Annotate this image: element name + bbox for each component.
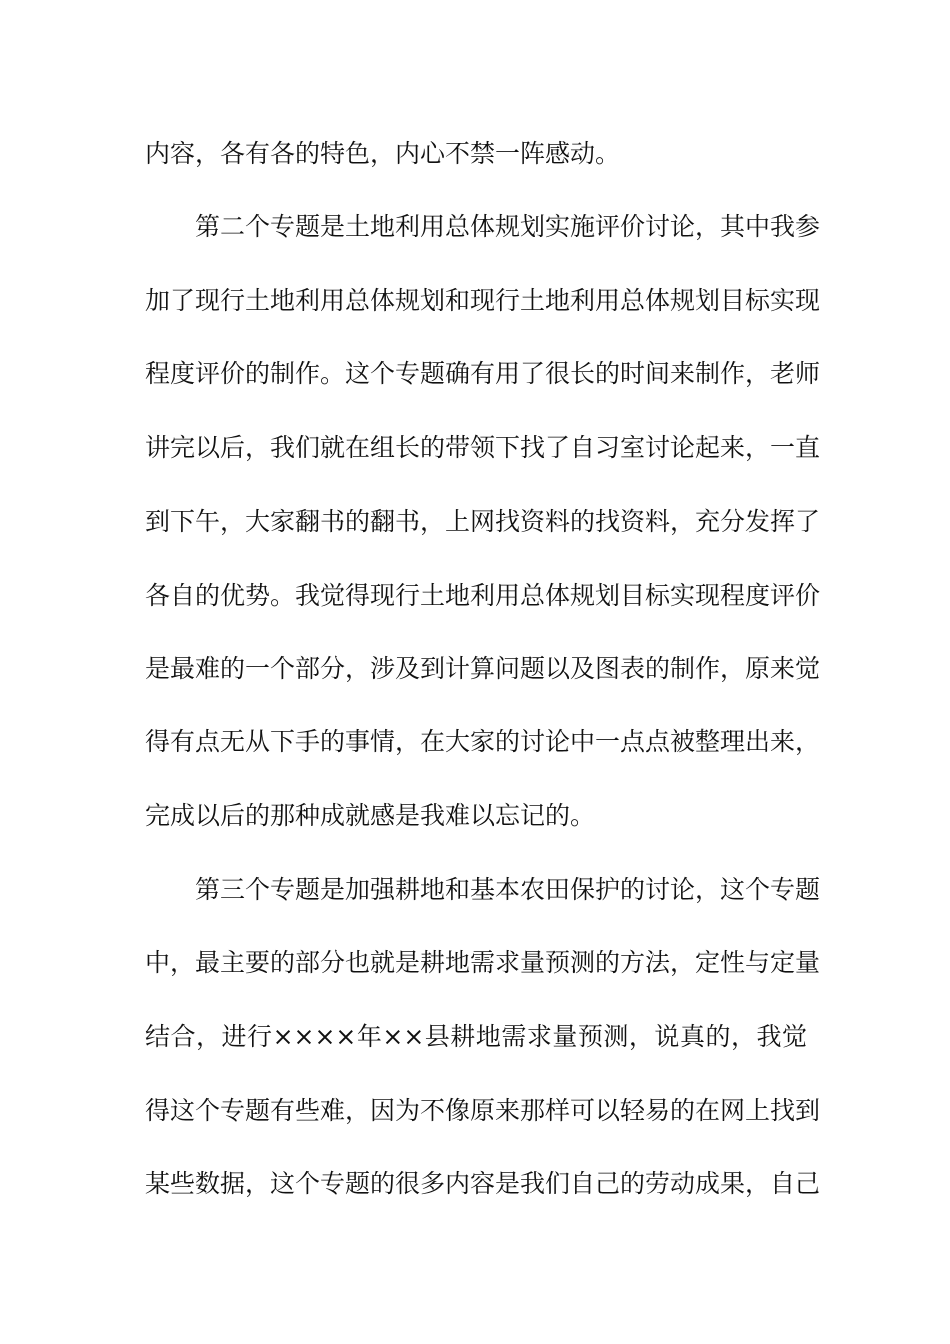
text-line: 讲完以后，我们就在组长的带领下找了自习室讨论起来，一直 (145, 433, 821, 462)
text-line: 第二个专题是土地利用总体规划实施评价讨论，其中我参 (195, 212, 821, 241)
text-line: 得有点无从下手的事情，在大家的讨论中一点点被整理出来， (145, 727, 821, 756)
text-line: 程度评价的制作。这个专题确有用了很长的时间来制作，老师 (145, 359, 821, 388)
text-line: 得这个专题有些难，因为不像原来那样可以轻易的在网上找到 (145, 1096, 821, 1125)
text-line: 中，最主要的部分也就是耕地需求量预测的方法，定性与定量 (145, 948, 821, 977)
text-line: 内容，各有各的特色，内心不禁一阵感动。 (145, 139, 621, 168)
text-line: 结合，进行××××年××县耕地需求量预测，说真的，我觉 (145, 1022, 807, 1051)
text-line: 第三个专题是加强耕地和基本农田保护的讨论，这个专题 (195, 875, 821, 904)
text-line: 各自的优势。我觉得现行土地利用总体规划目标实现程度评价 (145, 581, 821, 610)
text-line: 完成以后的那种成就感是我难以忘记的。 (145, 801, 596, 830)
text-line: 某些数据，这个专题的很多内容是我们自己的劳动成果，自己 (145, 1169, 821, 1198)
text-line: 到下午，大家翻书的翻书，上网找资料的找资料，充分发挥了 (145, 507, 821, 536)
text-line: 是最难的一个部分，涉及到计算问题以及图表的制作，原来觉 (145, 654, 821, 683)
text-line: 加了现行土地利用总体规划和现行土地利用总体规划目标实现 (145, 286, 821, 315)
